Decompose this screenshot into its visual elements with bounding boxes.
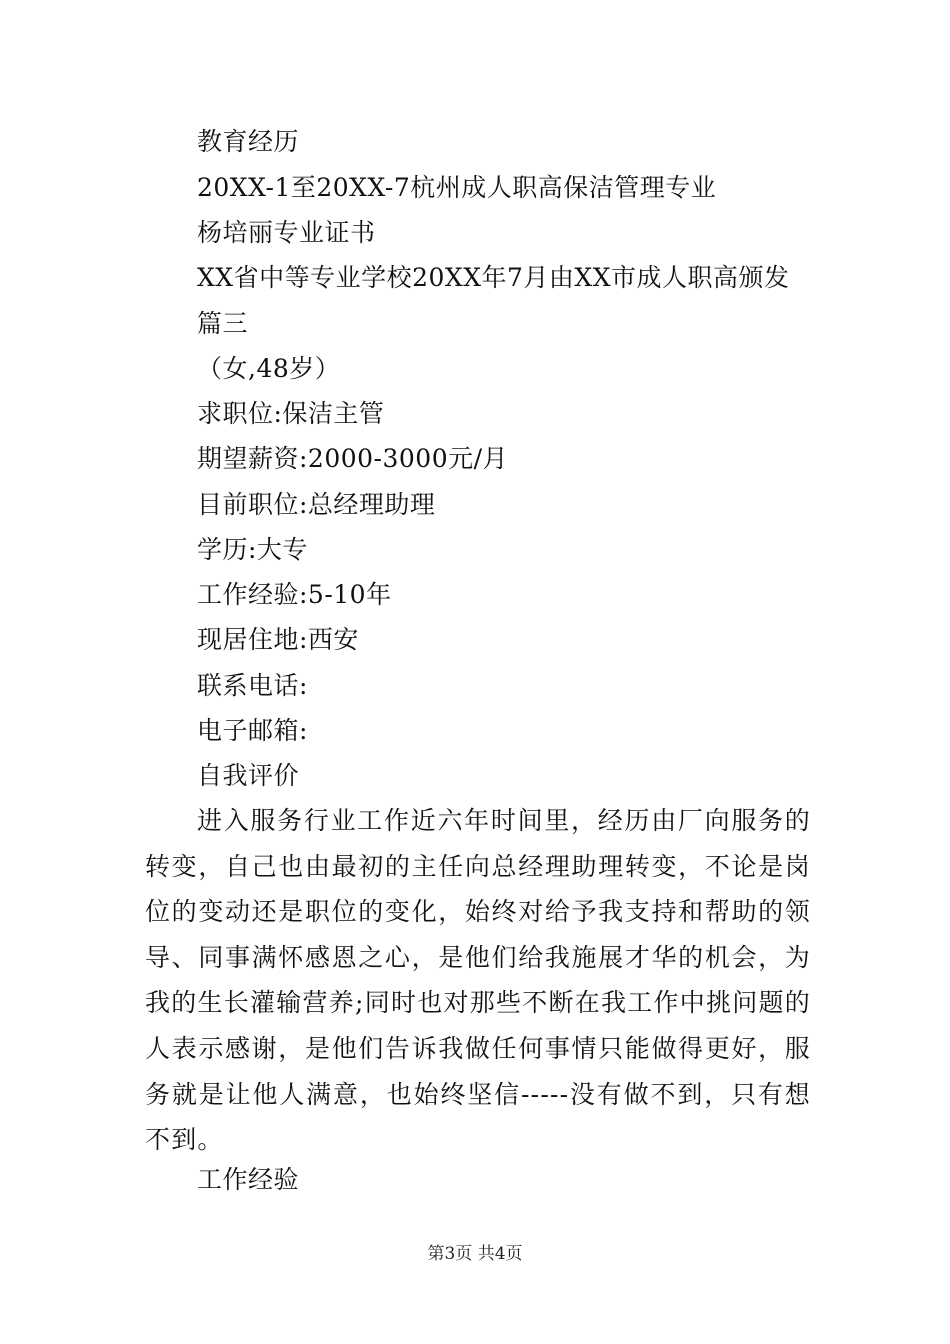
email: 电子邮箱: xyxy=(197,716,308,745)
education-level: 学历:大专 xyxy=(197,535,308,564)
self-evaluation-heading: 自我评价 xyxy=(197,761,300,790)
education-heading: 教育经历 xyxy=(197,127,300,156)
current-position: 目前职位:总经理助理 xyxy=(197,490,436,519)
work-experience-heading: 工作经验 xyxy=(197,1165,300,1194)
job-objective: 求职位:保洁主管 xyxy=(197,399,385,428)
section-title: 篇三 xyxy=(197,309,249,338)
current-residence: 现居住地:西安 xyxy=(197,625,359,654)
work-years: 工作经验:5-10年 xyxy=(197,580,392,609)
personal-info: （女,48岁） xyxy=(197,354,341,383)
education-entry: 20XX-1至20XX-7杭州成人职高保洁管理专业 xyxy=(197,173,717,202)
page-footer: 第3页 共4页 xyxy=(427,1244,523,1264)
certificate-entry: XX省中等专业学校20XX年7月由XX市成人职高颁发 xyxy=(197,263,790,292)
certificate-heading: 杨培丽专业证书 xyxy=(197,218,376,247)
expected-salary: 期望薪资:2000-3000元/月 xyxy=(197,444,509,473)
contact-phone: 联系电话: xyxy=(197,671,308,700)
self-evaluation-paragraph: 进入服务行业工作近六年时间里，经历由厂向服务的转变，自己也由最初的主任向总经理助理转变，不论是岗位的变动还是职位的变化，始终对给予我支持和帮助的领导、同事满怀感恩之心，是他们给我施展才华的机会，为我的生长灌输营养;同时也对那些不断在我工作中挑问题的人表示感谢，是他们告诉我做任何事情只能做得更好，服务就是让他人满意，也始终坚信-----没有做不到，只有想不到。 xyxy=(145,806,811,1155)
